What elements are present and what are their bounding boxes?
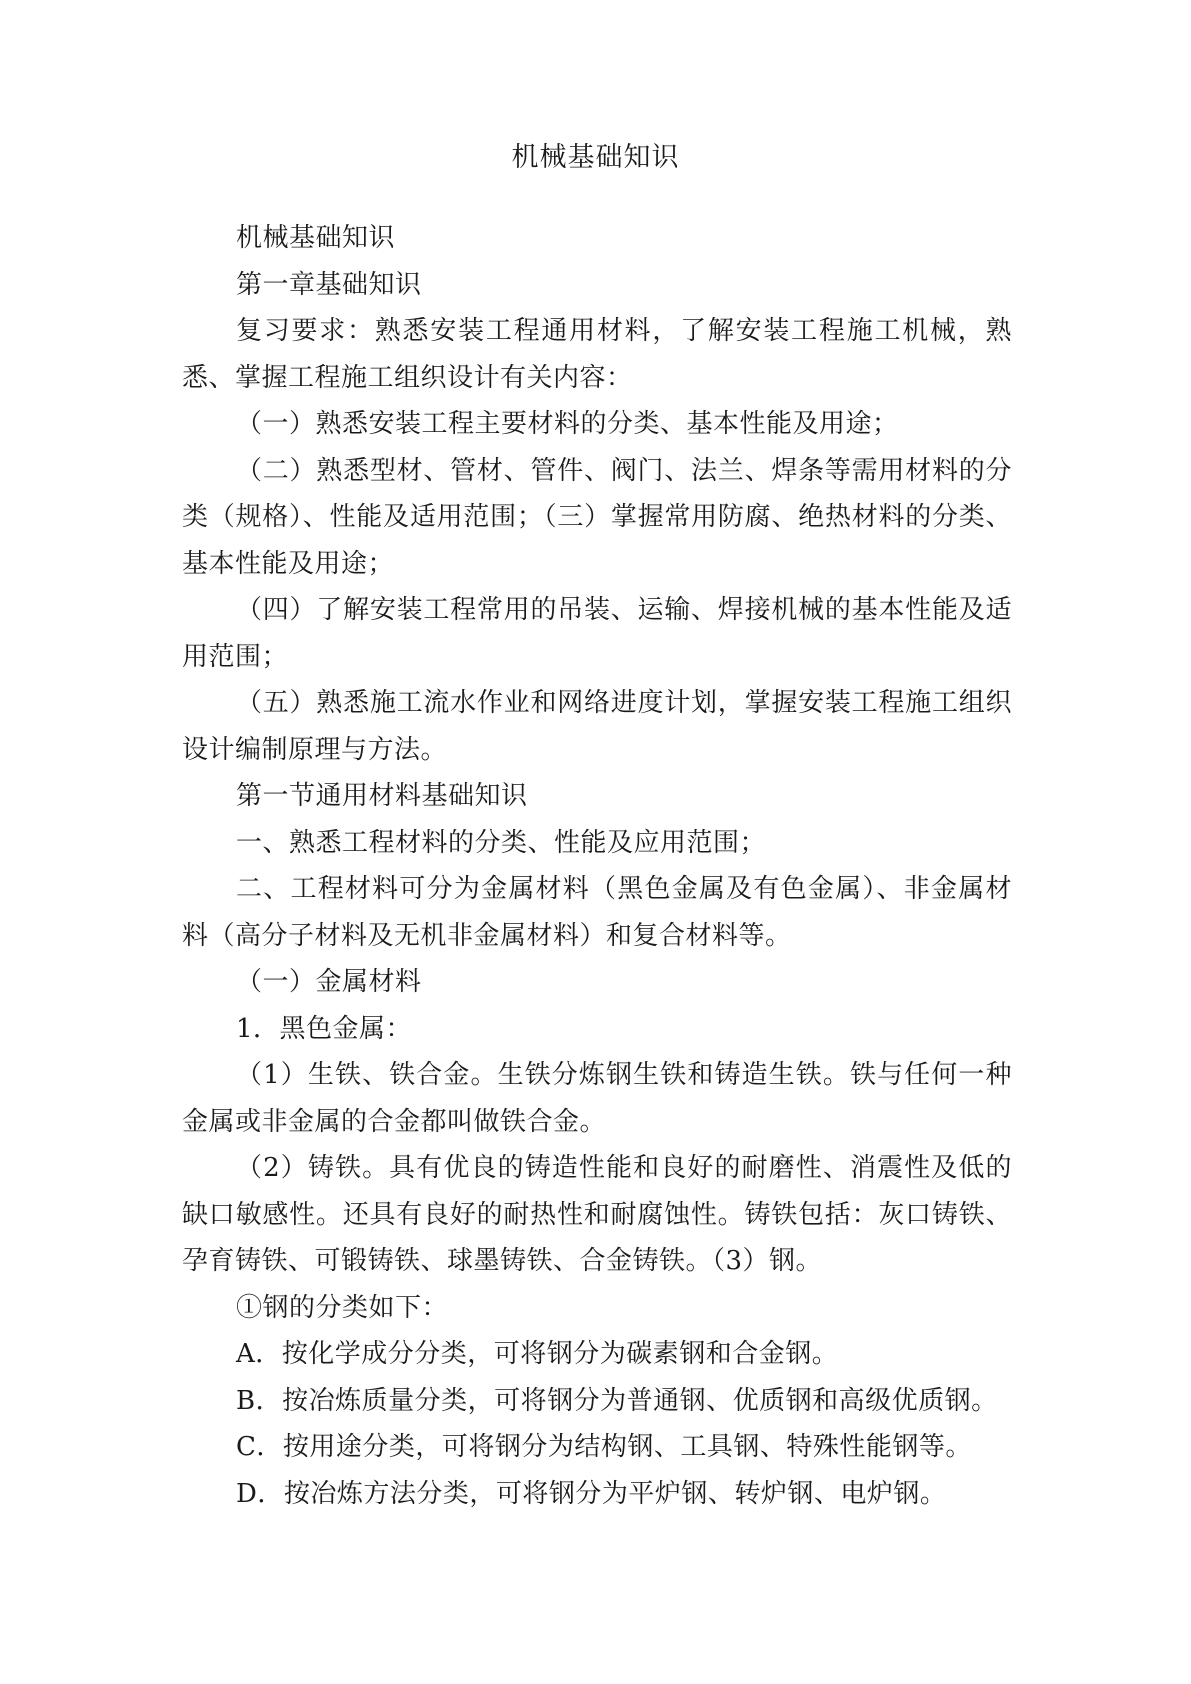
subsection-heading: （一）金属材料 — [236, 967, 422, 997]
chapter-heading: 第一章基础知识 — [236, 269, 422, 300]
paragraph: 复习要求：熟悉安装工程通用材料，了解安装工程施工机械，熟悉、掌握工程施工组织设计有关内容： — [182, 316, 1012, 393]
list-item: （五）熟悉施工流水作业和网络进度计划，掌握安装工程施工组织设计编制原理与方法。 — [182, 688, 1012, 765]
list-item: A．按化学成分分类，可将钢分为碳素钢和合金钢。 — [236, 1339, 839, 1369]
list-item: C．按用途分类，可将钢分为结构钢、工具钢、特殊性能钢等。 — [236, 1432, 972, 1462]
paragraph: 机械基础知识 — [236, 223, 396, 253]
section-heading: 第一节通用材料基础知识 — [236, 781, 528, 811]
list-item: （二）熟悉型材、管材、管件、阀门、法兰、焊条等需用材料的分类（规格）、性能及适用范围；（三）掌握常用防腐、绝热材料的分类、基本性能及用途； — [182, 455, 1012, 579]
list-item: （2）铸铁。具有优良的铸造性能和良好的耐磨性、消震性及低的缺口敏感性。还具有良好的耐热性和耐腐蚀性。铸铁包括：灰口铸铁、孕育铸铁、可锻铸铁、球墨铸铁、合金铸铁。（3）钢。 — [182, 1153, 1012, 1276]
document-body — [182, 215, 1012, 1517]
list-item: （一）熟悉安装工程主要材料的分类、基本性能及用途； — [236, 409, 899, 439]
list-item: D．按冶炼方法分类，可将钢分为平炉钢、转炉钢、电炉钢。 — [236, 1478, 947, 1509]
list-item: ①钢的分类如下： — [236, 1292, 449, 1323]
document-title: 机械基础知识 — [511, 142, 680, 173]
list-item: B．按冶炼质量分类，可将钢分为普通钢、优质钢和高级优质钢。 — [236, 1385, 998, 1416]
list-item: （1）生铁、铁合金。生铁分炼钢生铁和铸造生铁。铁与任何一种金属或非金属的合金都叫做铁合金。 — [182, 1060, 1012, 1137]
list-item: （四）了解安装工程常用的吊装、运输、焊接机械的基本性能及适用范围； — [182, 595, 1012, 672]
list-item: 1．黑色金属： — [236, 1013, 413, 1044]
paragraph: 一、熟悉工程材料的分类、性能及应用范围； — [236, 827, 767, 858]
paragraph: 二、工程材料可分为金属材料（黑色金属及有色金属）、非金属材料（高分子材料及无机非金属材料）和复合材料等。 — [182, 874, 1012, 951]
